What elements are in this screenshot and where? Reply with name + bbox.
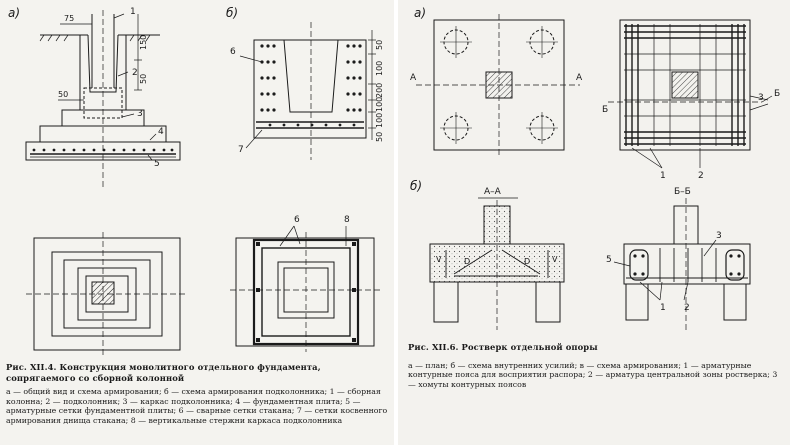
dim-100-b: 100 — [375, 96, 384, 112]
section-mark-b-right: Б — [774, 89, 781, 99]
right-page — [398, 0, 790, 445]
dim-50-c: 50 — [375, 131, 384, 142]
r-callout-2: 2 — [698, 171, 704, 181]
r-callout-1-b: 1 — [660, 303, 666, 313]
r-label-b: б) — [410, 179, 423, 193]
plan-view-b — [230, 226, 380, 352]
section-title-aa: А–А — [484, 187, 501, 197]
dim-150: 150 — [139, 34, 148, 50]
callout-4: 4 — [158, 127, 164, 137]
callout-2: 2 — [132, 68, 138, 78]
callout-5: 5 — [154, 159, 160, 169]
r-label-a: а) — [414, 6, 427, 20]
callout-3: 3 — [137, 109, 143, 119]
callout-7: 7 — [238, 145, 244, 155]
left-figure-caption — [6, 362, 390, 426]
section-aa — [430, 198, 564, 330]
r-callout-5: 5 — [606, 255, 612, 265]
dim-200: 200 — [375, 82, 384, 98]
right-figure-caption — [408, 342, 784, 389]
section-mark-a-right: А — [576, 73, 583, 83]
dim-100-c: 100 — [375, 112, 384, 128]
pedestal-section-b — [240, 22, 376, 160]
r-callout-3: 3 — [758, 93, 764, 103]
callout-6: 6 — [230, 47, 236, 57]
r-callout-1: 1 — [660, 171, 666, 181]
r-caption-legend: а — план; б — схема внутренних усилий; в — схема армирования; 1 — арматурные контурные пояса для восприятия распора; 2 — арматура центральной зоны ростверка; 3 — хомуты контурных поясов — [408, 360, 778, 389]
grillage-reinforcement-plan — [608, 20, 772, 168]
label-a: а) — [8, 6, 21, 20]
dim-75: 75 — [64, 14, 75, 23]
label-b: б) — [226, 6, 239, 20]
r-caption-title: Рис. XII.6. Ростверк отдельной опоры — [408, 342, 598, 352]
section-title-bb: Б–Б — [674, 187, 691, 197]
caption-legend: а — общий вид и схема армирования; б — схема армирования подколонника; 1 — сборная колонна; 2 — подколонник; 3 — каркас подколонника; 4 — фундаментная плита; 5 — арматурные сетки фундаментной плиты; 6 — сварные сетки стакана; 7 — сетки косвенного армирования днища стакана; 8 — вертикальные стержни каркаса подколонника — [6, 387, 388, 425]
section-bb — [614, 198, 750, 330]
grillage-plan-a — [416, 14, 580, 156]
caption-title: Рис. XII.4. Конструкция монолитного отдельного фундамента, сопрягаемого со сборной колонной — [6, 362, 321, 383]
callout-8: 8 — [344, 215, 350, 225]
dim-100-a: 100 — [375, 60, 384, 76]
callout-6-plan: 6 — [294, 215, 300, 225]
force-v-right: V — [552, 255, 558, 264]
force-v-left: V — [436, 255, 442, 264]
callout-1: 1 — [130, 7, 136, 17]
dim-50-col: 50 — [139, 73, 148, 84]
left-page — [0, 0, 394, 445]
section-mark-a-left: А — [410, 73, 417, 83]
r-callout-3-b: 3 — [716, 231, 722, 241]
section-mark-b-left: Б — [602, 105, 609, 115]
plan-view-a — [26, 232, 188, 356]
force-d-right: D — [524, 257, 531, 266]
section-bb-bars — [633, 254, 740, 275]
dim-50-left: 50 — [58, 90, 69, 99]
force-d-left: D — [464, 257, 471, 266]
dim-50-top: 50 — [375, 39, 384, 50]
r-callout-2-b: 2 — [684, 303, 690, 313]
